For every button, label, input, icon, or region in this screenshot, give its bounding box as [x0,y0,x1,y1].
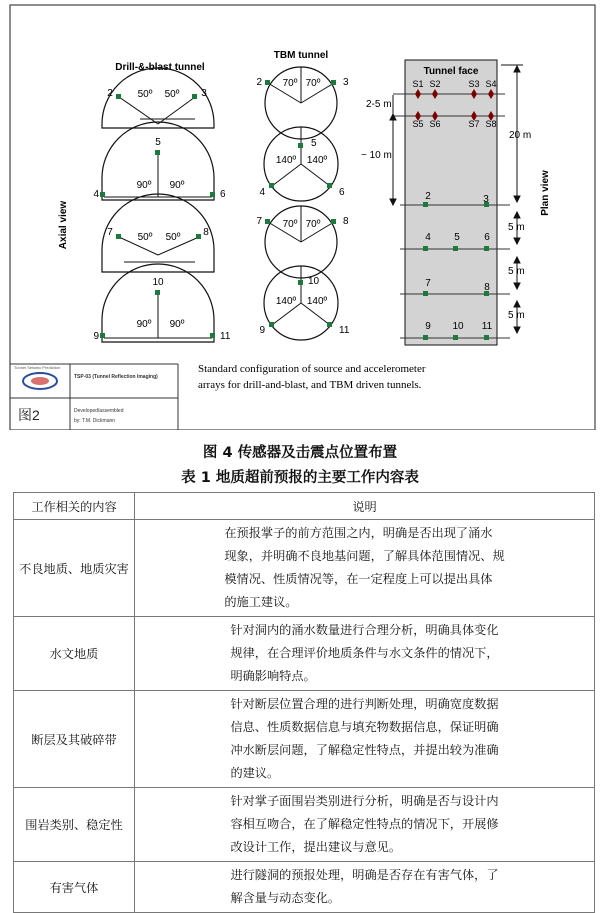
row-description [135,520,595,617]
receiver-label: 4 [425,232,431,243]
source-label: S1 [412,79,424,89]
source-label: S4 [485,79,497,89]
sensor-label: 9 [93,331,99,342]
receiver-label: 11 [481,321,493,332]
sensor-label: 7 [107,227,113,238]
tunnel-face-label: Tunnel face [423,66,479,77]
description-line: 针对断层位置合理的进行判断处理，明确宽度数据 [230,697,499,711]
row-item: 不良地质、地质灾害 [14,520,135,617]
developer-line: by: T.M. Dickmann [74,418,116,424]
sensor-marker [327,322,332,327]
figure-description: Standard configuration of source and accelerometer [198,363,426,375]
sensor-label: 3 [201,88,207,99]
figure-caption: 图 4 传感器及击震点位置布置 [202,445,398,461]
sensor-marker [327,183,332,188]
sensor-marker [100,192,105,197]
row-item: 有害气体 [14,862,135,913]
table-row [14,691,595,788]
source-label: S8 [485,119,497,129]
row-description [135,617,595,691]
sensor-label: 9 [259,325,265,336]
source-label: S7 [468,119,480,129]
description-line: 解含量与动态变化。 [230,891,341,905]
description-line: 进行隧洞的预报处理，明确是否存在有害气体，了 [230,868,499,882]
description-line: 信息、性质数据信息与填充物数据信息，保证明确 [230,720,499,734]
angle-label: 90º [169,319,185,330]
sensor-marker [210,192,215,197]
receiver-label: 7 [425,278,431,289]
table-row [14,617,595,691]
sensor-label: 10 [152,277,164,288]
column-header: 工作相关的内容 [14,493,135,520]
description-line: 针对洞内的涌水数量进行合理分析，明确具体变化 [230,623,499,637]
angle-label: 140º [275,155,297,166]
table-title: 表 1 地质超前预报的主要工作内容表 [181,470,419,486]
row-description [135,788,595,862]
angle-label: 140º [306,296,328,307]
description-line: 现象，并明确不良地基问题，了解具体范围情况、规 [224,549,505,563]
row-description [135,691,595,788]
angle-label: 70º [305,78,321,89]
row-item: 断层及其破碎带 [14,691,135,788]
sensor-marker [116,94,121,99]
sensor-marker [196,234,201,239]
angle-label: 50º [137,232,153,243]
sensor-marker [265,80,270,85]
angle-label: 50º [165,232,181,243]
description-line: 的施工建议。 [224,595,298,609]
description-line: 针对掌子面围岩类别进行分析，明确是否与设计内 [230,794,499,808]
sensor-marker [298,280,303,285]
sensor-marker [265,219,270,224]
angle-label: 140º [306,155,328,166]
sensor-label: 6 [339,187,345,198]
table-row [14,520,595,617]
company-name: Tunnel Seismic Prediction [14,365,61,370]
sensor-label: 7 [256,216,262,227]
sensor-marker [331,80,336,85]
receiver-label: 2 [425,191,431,202]
description-line: 的建议。 [230,766,280,780]
angle-label: 70º [305,219,321,230]
description-line: 容相互吻合，在了解稳定性特点的情况下，开展修 [230,817,499,831]
description-line: 改设计工作，提出建议与意见。 [230,840,402,854]
developer-line: Developed/assembled [74,408,124,414]
sensor-label: 4 [93,189,99,200]
source-label: S3 [468,79,480,89]
column-header: 说明 [135,493,595,520]
receiver-label: 9 [425,321,431,332]
dimension-label: ~ 10 m [361,150,392,161]
receiver-label: 6 [484,232,490,243]
figure-number: 图2 [18,407,40,423]
seismic-layout-figure [0,0,600,430]
dimension-label: 20 m [509,130,532,141]
sensor-marker [192,94,197,99]
source-label: S6 [429,119,441,129]
row-item: 围岩类别、稳定性 [14,788,135,862]
angle-label: 50º [137,89,153,100]
table-row [14,788,595,862]
sensor-marker [100,333,105,338]
description-line: 明确影响特点。 [230,669,316,683]
angle-label: 70º [282,219,298,230]
drawing-title: TSP-03 (Tunnel Reflection Imaging) [74,374,158,380]
figure-drawing [0,0,600,430]
angle-label: 90º [136,319,152,330]
sensor-label: 10 [308,276,320,287]
sensor-marker [155,150,160,155]
sensor-label: 11 [339,325,350,336]
figure-description: arrays for drill-and-blast, and TBM driven tunnels. [198,379,422,391]
sensor-label: 5 [155,137,161,148]
source-label: S2 [429,79,441,89]
sensor-marker [116,234,121,239]
angle-label: 90º [169,180,185,191]
sensor-marker [331,219,336,224]
dimension-label: 5 m [508,310,525,321]
work-content-table [13,492,595,913]
table-row [14,862,595,913]
dimension-label: 2-5 m [366,99,392,110]
sensor-label: 2 [256,77,262,88]
axial-view-label: Axial view [58,200,69,250]
sensor-label: 6 [220,189,226,200]
receiver-label: 3 [483,194,489,205]
dimension-label: 5 m [508,222,525,233]
description-line: 模情况、性质情况等，在一定程度上可以提出具体 [224,572,493,586]
sensor-label: 8 [343,216,349,227]
angle-label: 140º [275,296,297,307]
dimension-label: 5 m [508,266,525,277]
plan-view-label: Plan view [540,170,551,216]
sensor-label: 5 [311,138,317,149]
angle-label: 50º [164,89,180,100]
sensor-marker [155,290,160,295]
sensor-marker [269,183,274,188]
angle-label: 90º [136,180,152,191]
angle-label: 70º [282,78,298,89]
sensor-marker [298,143,303,148]
drill-blast-title: Drill-&-blast tunnel [115,62,205,73]
sensor-label: 4 [259,187,265,198]
sensor-label: 3 [343,77,349,88]
receiver-label: 10 [452,321,464,332]
receiver-label: 5 [454,232,460,243]
sensor-label: 8 [203,227,209,238]
sensor-label: 11 [220,331,231,342]
sensor-marker [210,333,215,338]
description-line: 冲水断层问题，了解稳定性特点，并提出较为准确 [230,743,499,757]
description-line: 规律，在合理评价地质条件与水文条件的情况下， [230,646,499,660]
source-label: S5 [412,119,424,129]
sensor-label: 2 [107,88,113,99]
row-description [135,862,595,913]
sensor-marker [269,322,274,327]
table-header-row [14,493,595,520]
tbm-title: TBM tunnel [273,50,329,61]
description-line: 在预报掌子的前方范围之内，明确是否出现了涌水 [224,526,493,540]
receiver-label: 8 [484,282,490,293]
row-item: 水文地质 [14,617,135,691]
